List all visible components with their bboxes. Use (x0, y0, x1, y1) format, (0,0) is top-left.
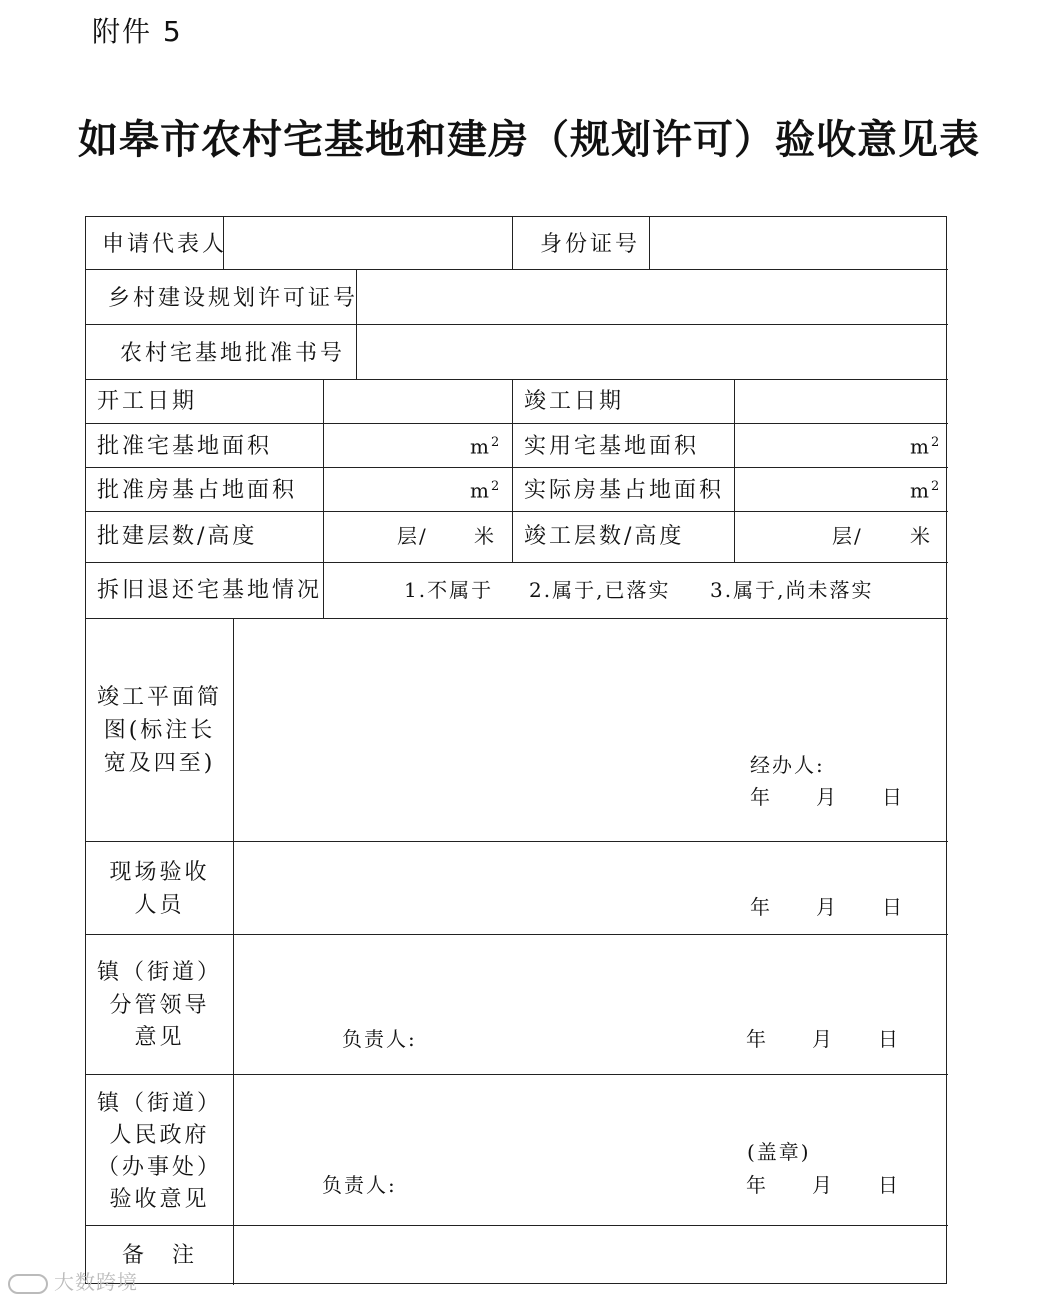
form-title: 如皋市农村宅基地和建房（规划许可）验收意见表 (78, 116, 980, 163)
row-divider (86, 562, 948, 563)
row-divider (86, 467, 948, 468)
row-divider (86, 1225, 948, 1226)
start-date-field[interactable] (325, 381, 510, 421)
row-divider (86, 1074, 948, 1075)
handler-label: 经办人: (750, 753, 825, 777)
date-line: 年 月 日 (750, 895, 904, 919)
area-unit: $m^2$ (470, 434, 502, 459)
demolition-label: 拆旧退还宅基地情况 (97, 578, 323, 603)
row-divider (86, 269, 948, 270)
remarks-label: 备 注 (121, 1243, 197, 1268)
homestead-approval-field[interactable] (358, 326, 946, 377)
town-leader-opinion-field[interactable] (235, 936, 946, 1072)
col-divider (734, 379, 735, 562)
responsible-person-label: 负责人: (342, 1027, 417, 1051)
approved-footprint-label: 批准房基占地面积 (97, 478, 298, 503)
id-number-label: 身份证号 (540, 232, 641, 257)
col-divider (233, 618, 234, 1285)
date-line: 年 月 日 (746, 1027, 900, 1051)
actual-site-area-label: 实用宅基地面积 (524, 434, 700, 459)
demolition-option-3[interactable]: 3.属于,尚未落实 (710, 578, 874, 602)
homestead-approval-label: 农村宅基地批准书号 (120, 341, 346, 366)
completion-date-label: 竣工日期 (524, 389, 625, 414)
acceptance-form-table (85, 216, 947, 1284)
row-divider (86, 934, 948, 935)
gov-opinion-label-line1: 镇（街道） (96, 1091, 222, 1116)
row-divider (86, 618, 948, 619)
watermark: 大数跨境 (8, 1266, 138, 1295)
completion-date-field[interactable] (736, 381, 946, 421)
row-divider (86, 324, 948, 325)
row-divider (86, 423, 948, 424)
applicant-field[interactable] (225, 219, 510, 267)
gov-opinion-field[interactable] (235, 1076, 946, 1223)
approved-floors-label: 批建层数/高度 (97, 524, 258, 549)
gov-opinion-label-line4: 验收意见 (109, 1187, 210, 1212)
floors-unit: 层/ (397, 524, 428, 548)
site-plan-label-line2: 图(标注长 (103, 718, 216, 743)
inspectors-label-line2: 人员 (134, 893, 185, 918)
planning-permit-field[interactable] (358, 271, 946, 322)
height-unit: 米 (474, 524, 496, 548)
town-leader-label-line1: 镇（街道） (96, 960, 222, 985)
inspectors-label-line1: 现场验收 (109, 860, 210, 885)
gov-opinion-label-line2: 人民政府 (109, 1123, 210, 1148)
col-divider (512, 379, 513, 562)
col-divider (512, 217, 513, 269)
height-unit: 米 (910, 524, 932, 548)
remarks-field[interactable] (235, 1227, 946, 1283)
demolition-option-1[interactable]: 1.不属于 (404, 578, 494, 602)
gov-opinion-label-line3: （办事处） (96, 1155, 222, 1180)
completed-floors-label: 竣工层数/高度 (524, 524, 685, 549)
id-number-field[interactable] (651, 219, 946, 267)
actual-footprint-label: 实际房基占地面积 (524, 478, 725, 503)
demolition-option-2[interactable]: 2.属于,已落实 (529, 578, 671, 602)
site-plan-label-line3: 宽及四至) (103, 751, 216, 776)
applicant-label: 申请代表人 (102, 232, 228, 257)
approved-site-area-label: 批准宅基地面积 (97, 434, 273, 459)
row-divider (86, 841, 948, 842)
town-leader-label-line3: 意见 (134, 1025, 185, 1050)
site-plan-label-line1: 竣工平面简 (96, 685, 222, 710)
responsible-person-label: 负责人: (322, 1173, 397, 1197)
row-divider (86, 511, 948, 512)
start-date-label: 开工日期 (97, 389, 198, 414)
area-unit: $m^2$ (910, 478, 942, 503)
area-unit: $m^2$ (470, 478, 502, 503)
date-line: 年 月 日 (750, 785, 904, 809)
date-line: 年 月 日 (746, 1173, 900, 1197)
row-divider (86, 379, 948, 380)
floors-unit: 层/ (832, 524, 863, 548)
area-unit: $m^2$ (910, 434, 942, 459)
town-leader-label-line2: 分管领导 (109, 993, 210, 1018)
attachment-number: 附件 5 (92, 15, 183, 48)
watermark-logo-icon (8, 1274, 48, 1294)
col-divider (649, 217, 650, 269)
seal-label: (盖章) (747, 1140, 811, 1164)
col-divider (323, 379, 324, 618)
planning-permit-label: 乡村建设规划许可证号 (108, 286, 359, 311)
